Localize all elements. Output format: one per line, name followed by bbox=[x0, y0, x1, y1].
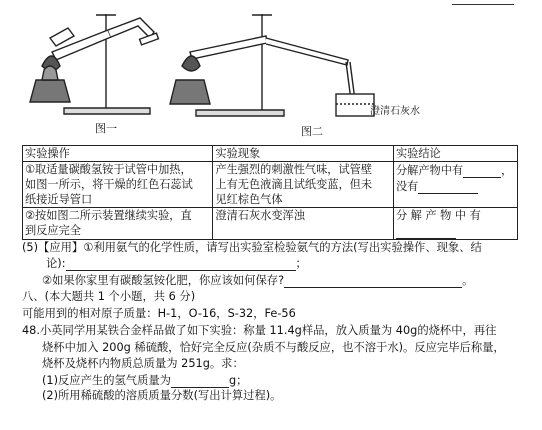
row1-conclusion: 分解产物中有 ， 没有 bbox=[393, 162, 517, 208]
header-conclusion: 实验结论 bbox=[393, 146, 517, 162]
table-row bbox=[23, 208, 518, 240]
header-phenomenon: 实验现象 bbox=[213, 146, 394, 162]
answer-blank[interactable] bbox=[284, 272, 462, 288]
answer-blank[interactable] bbox=[463, 162, 501, 178]
answer-blank[interactable] bbox=[418, 178, 478, 194]
figure-one-caption: 图一 bbox=[95, 122, 117, 135]
question-48-part-2: (2)所用稀硫酸的溶质质量分数(写出计算过程)。 bbox=[42, 389, 282, 402]
answer-blank[interactable] bbox=[66, 255, 296, 271]
section-heading: 八、(本大题共 1 个小题，共 6 分) bbox=[22, 290, 196, 303]
row1-phenomenon: 产生强烈的刺激性气味，试管壁 上有无色液滴且试纸变蓝，但未 见红棕色气体 bbox=[213, 162, 394, 208]
figure-two-caption: 图二 bbox=[301, 125, 323, 138]
relative-atomic-masses: 可能用到的相对原子质量：H-1，O-16，S-32，Fe-56 bbox=[22, 307, 296, 320]
row2-operation: ②按如图二所示装置继续实验，直 到反应完全 bbox=[23, 208, 213, 240]
answer-blank[interactable] bbox=[396, 223, 456, 239]
experiment-table bbox=[22, 145, 518, 240]
figure-two-apparatus bbox=[170, 14, 374, 116]
row1-operation: ①取适量碳酸氢铵于试管中加热， 如图一所示，将干燥的红色石蕊试 纸接近导管口 bbox=[23, 162, 213, 208]
application-question-1: (5)【应用】①利用氨气的化学性质，请写出实验室检验氨气的方法(写出实验操作、现象、结 bbox=[22, 241, 482, 254]
limewater-label: 澄清石灰水 bbox=[370, 106, 420, 117]
apparatus-drawing bbox=[0, 0, 542, 142]
question-48-part-1: (1)反应产生的氢气质量为 g； bbox=[42, 374, 248, 387]
table-row bbox=[23, 162, 518, 208]
application-question-1-cont: 论): ； bbox=[46, 257, 307, 270]
row2-conclusion: 分 解 产 物 中 有 bbox=[393, 208, 517, 240]
row2-phenomenon: 澄清石灰水变浑浊 bbox=[213, 208, 394, 240]
question-48-line-1: 48.小英同学用某铁合金样品做了如下实验：称量 11.4g样品，放入质量为 40g的烧杯中，再往 bbox=[22, 324, 497, 337]
figure-one-apparatus bbox=[30, 14, 158, 114]
question-48-line-2: 烧杯中加入 200g 稀硫酸，恰好完全反应(杂质不与酸反应，也不溶于水)。反应完毕后称量， bbox=[42, 341, 505, 354]
answer-blank[interactable] bbox=[171, 372, 229, 388]
apparatus-figures bbox=[0, 0, 542, 142]
question-48-line-3: 烧杯及烧杯内物质总质量为 251g。求： bbox=[42, 357, 244, 370]
header-operation: 实验操作 bbox=[23, 146, 213, 162]
table-header-row bbox=[23, 146, 518, 162]
application-question-2: ②如果你家里有碳酸氢铵化肥，你应该如何保存? 。 bbox=[42, 274, 474, 287]
